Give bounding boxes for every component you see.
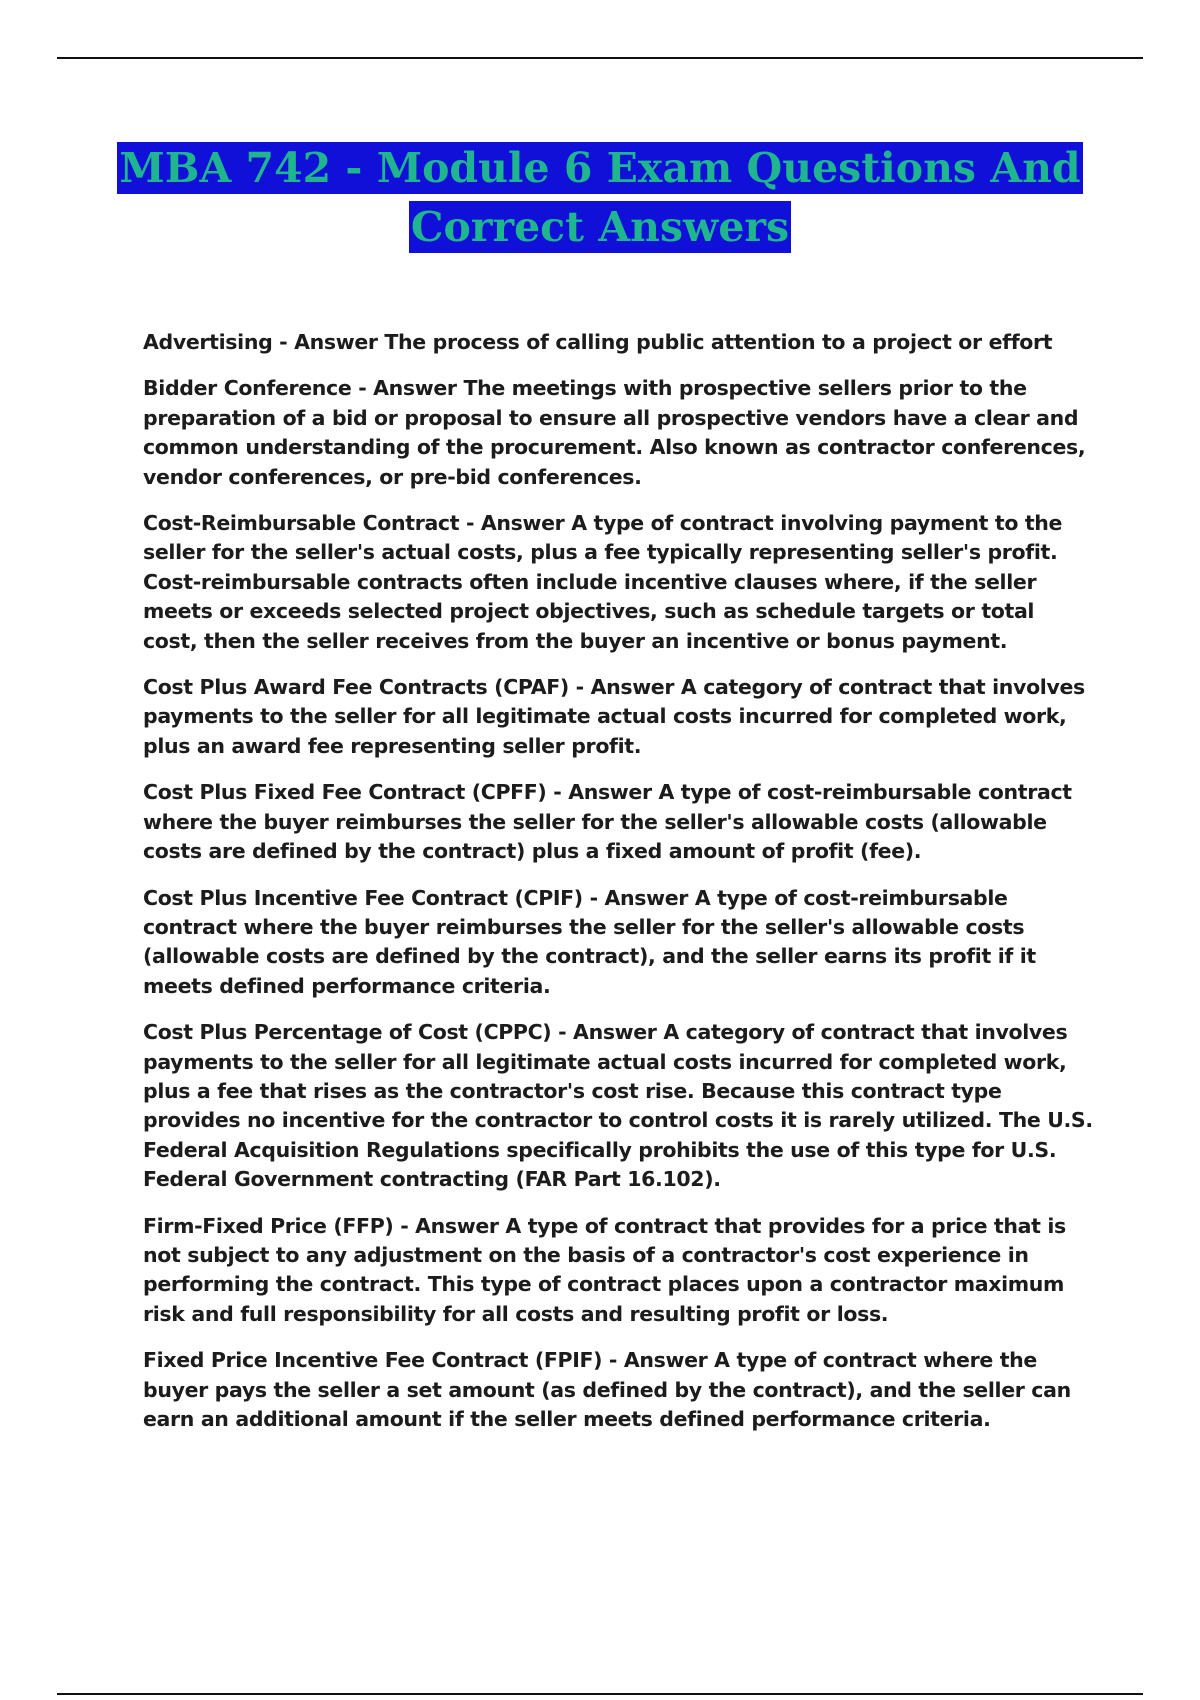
qa-entry-fpif: Fixed Price Incentive Fee Contract (FPIF) - Answer A type of contract where the buyer pays the seller a set amount (as defined by the contract), and the seller can earn an additional amount if the seller meets defined performance criteria. [143,1348,1071,1431]
qa-entry-ffp: Firm-Fixed Price (FFP) - Answer A type of contract that provides for a price that is not subject to any adjustment on the basis of a contractor's cost experience in performing the contract. This type of contract places upon a contractor maximum risk and full responsibility for all costs and resulting profit or loss. [143,1213,1066,1326]
title-line-1: MBA 742 - Module 6 Exam Questions And [119,144,1081,192]
qa-entry-cpff: Cost Plus Fixed Fee Contract (CPFF) - Answer A type of cost-reimbursable contract where the buyer reimburses the seller for the seller's allowable costs (allowable costs are defined by the contract) plus a fixed amount of profit (fee). [143,780,1072,864]
title-line-2: Correct Answers [410,203,790,251]
bottom-divider [57,1693,1143,1695]
top-divider [57,57,1143,59]
document-title [0,142,1200,260]
qa-entry-cpaf: Cost Plus Award Fee Contracts (CPAF) - Answer A category of contract that involves payments to the seller for all legitimate actual costs incurred for completed work, plus an award fee representing seller profit. [143,675,1085,758]
qa-entry-cpif: Cost Plus Incentive Fee Contract (CPIF) - Answer A type of cost-reimbursable contract where the buyer reimburses the seller for the seller's allowable costs (allowable costs are defined by the contract), and the seller earns its profit if it meets defined performance criteria. [143,885,1036,998]
qa-list [143,328,1093,1451]
qa-entry-advertising: Advertising - Answer The process of calling public attention to a project or effort [143,330,1053,354]
qa-entry-bidder-conference: Bidder Conference - Answer The meetings with prospective sellers prior to the preparation of a bid or proposal to ensure all prospective vendors have a clear and common understanding of the procurement. Also known as contractor conferences, vendor conferences, or pre-bid conferences. [143,376,1086,489]
qa-entry-cppc: Cost Plus Percentage of Cost (CPPC) - Answer A category of contract that involves payments to the seller for all legitimate actual costs incurred for completed work, plus a fee that rises as the contractor's cost rise. Because this contract type provides no incentive for the contractor to control costs it is rarely utilized. The U.S. Federal Acquisition Regulations specifically prohibits the use of this type for U.S. Federal Government contracting (FAR Part 16.102). [143,1020,1093,1192]
qa-entry-cost-reimbursable-contract: Cost-Reimbursable Contract - Answer A type of contract involving payment to the seller for the seller's actual costs, plus a fee typically representing seller's profit. Cost-reimbursable contracts often include incentive clauses where, if the seller meets or exceeds selected project objectives, such as schedule targets or total cost, then the seller receives from the buyer an incentive or bonus payment. [143,511,1063,653]
